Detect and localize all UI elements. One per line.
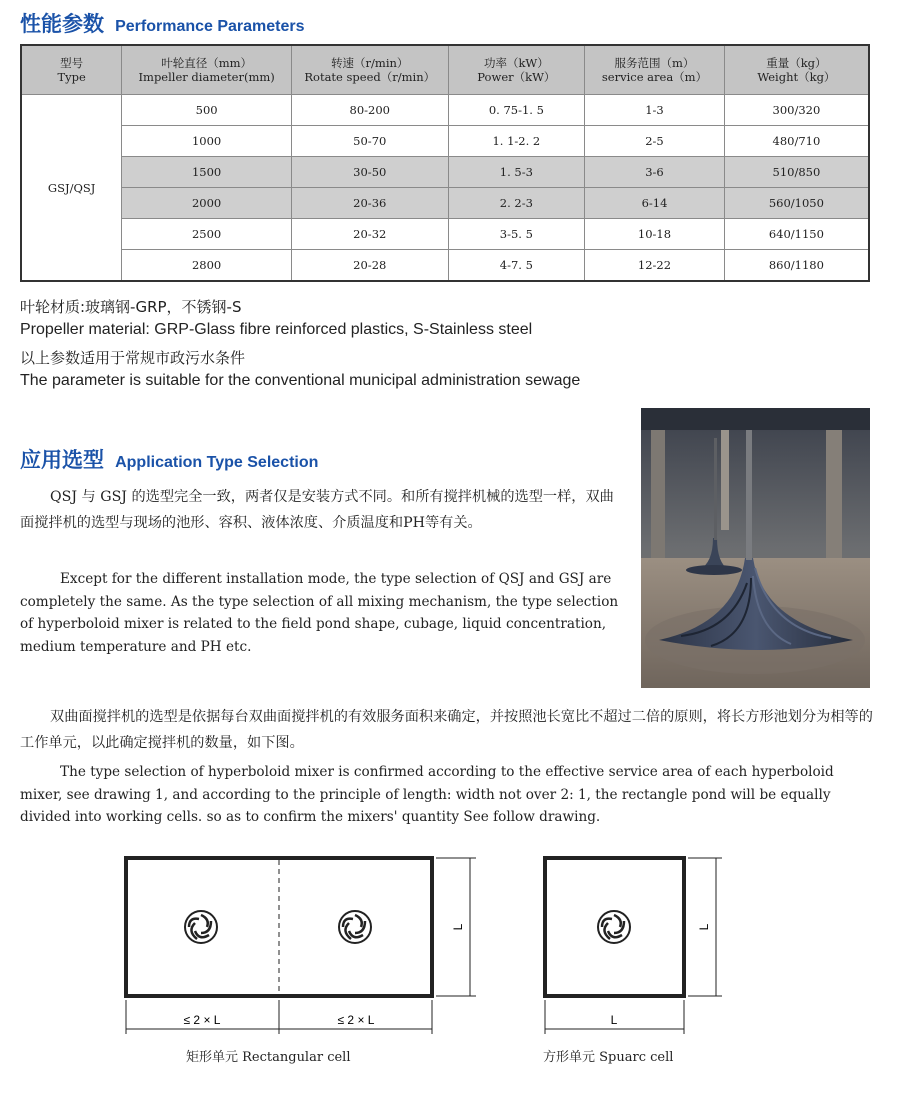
cell-weight: 300/320 <box>724 95 869 126</box>
performance-table <box>20 44 870 282</box>
header-speed: 转速（r/min） Rotate speed（r/min） <box>291 45 448 95</box>
cell-diameter: 1000 <box>122 126 292 157</box>
cell-area: 6-14 <box>585 188 725 219</box>
cell-weight: 860/1180 <box>724 250 869 282</box>
rect-dim-label-right: ≤ 2 × L <box>337 1013 375 1027</box>
cell-speed: 20-28 <box>291 250 448 282</box>
header-power: 功率（kW） Power（kW） <box>448 45 585 95</box>
cell-diagram <box>0 840 900 1040</box>
mixer-icon <box>598 911 630 943</box>
cell-weight: 510/850 <box>724 157 869 188</box>
mixer-icon <box>185 911 217 943</box>
performance-title-cn: 性能参数 <box>20 12 104 36</box>
cell-power: 4-7. 5 <box>448 250 585 282</box>
rect-dim-label-left: ≤ 2 × L <box>183 1013 221 1027</box>
cell-weight: 640/1150 <box>724 219 869 250</box>
condition-note-cn: 以上参数适用于常规市政污水条件 <box>20 349 246 367</box>
square-dim-label: L <box>610 1013 618 1027</box>
cell-weight: 480/710 <box>724 126 869 157</box>
condition-note-en: The parameter is suitable for the conventional municipal administration sewage <box>20 372 581 389</box>
performance-heading <box>20 8 305 38</box>
square-caption: 方形单元 Spuarc cell <box>543 1050 674 1065</box>
application-title-en: Application Type Selection <box>115 454 319 471</box>
cell-power: 1. 5-3 <box>448 157 585 188</box>
cell-diameter: 2800 <box>122 250 292 282</box>
type-cell: GSJ/QSJ <box>21 95 122 282</box>
table-row <box>21 188 869 219</box>
application-para1-cn: QSJ 与 GSJ 的选型完全一致，两者仅是安装方式不同。和所有搅拌机械的选型一样，双曲面搅拌机的选型与现场的池形、容积、液体浓度、介质温度和PH等有关。 <box>20 489 614 531</box>
cell-diameter: 500 <box>122 95 292 126</box>
table-row <box>21 157 869 188</box>
performance-title-en: Performance Parameters <box>115 18 305 35</box>
cell-power: 2. 2-3 <box>448 188 585 219</box>
cell-area: 3-6 <box>585 157 725 188</box>
table-row <box>21 250 869 282</box>
table-header-row <box>21 45 869 95</box>
material-note-cn: 叶轮材质:玻璃钢-GRP，不锈钢-S <box>20 298 242 316</box>
hyperboloid-mixer-image <box>641 408 870 688</box>
cell-speed: 80-200 <box>291 95 448 126</box>
cell-diameter: 2500 <box>122 219 292 250</box>
cell-area: 1-3 <box>585 95 725 126</box>
cell-speed: 20-36 <box>291 188 448 219</box>
cell-diameter: 2000 <box>122 188 292 219</box>
cell-power: 0. 75-1. 5 <box>448 95 585 126</box>
application-para2-en: The type selection of hyperboloid mixer is confirmed according to the effective service area of each hyperboloid mixer, see drawing 1, and according to the principle of length: width not over 2: 1, the rectangle pond will be equally divided into working cells. so as to confirm the mixers' quantity See follow drawing. <box>20 764 834 825</box>
application-para2-cn: 双曲面搅拌机的选型是依据每台双曲面搅拌机的有效服务面积来确定，并按照池长宽比不超过二倍的原则，将长方形池划分为相等的工作单元，以此确定搅拌机的数量，如下图。 <box>20 709 873 751</box>
application-para1-en: Except for the different installation mode, the type selection of QSJ and GSJ are completely the same. As the type selection of all mixing mechanism, the type selection of hyperboloid mixer is related to the field pond shape, cubage, liquid concentration, medium temperature and PH etc. <box>20 571 619 655</box>
table-row <box>21 126 869 157</box>
table-row <box>21 219 869 250</box>
material-note-en: Propeller material: GRP-Glass fibre reinforced plastics, S-Stainless steel <box>20 321 533 338</box>
cell-speed: 30-50 <box>291 157 448 188</box>
cell-area: 10-18 <box>585 219 725 250</box>
mixer-photo <box>641 408 870 688</box>
application-heading <box>20 444 318 474</box>
cell-area: 2-5 <box>585 126 725 157</box>
cell-diameter: 1500 <box>122 157 292 188</box>
cell-speed: 20-32 <box>291 219 448 250</box>
header-diameter: 叶轮直径（mm） Impeller diameter(mm) <box>122 45 292 95</box>
cell-area: 12-22 <box>585 250 725 282</box>
table-row <box>21 95 869 126</box>
header-area: 服务范围（m） service area（m） <box>585 45 725 95</box>
header-weight: 重量（kg） Weight（kg） <box>724 45 869 95</box>
cell-power: 1. 1-2. 2 <box>448 126 585 157</box>
square-side-label: L <box>697 923 711 931</box>
cell-speed: 50-70 <box>291 126 448 157</box>
rect-side-label: L <box>451 923 465 931</box>
cell-weight: 560/1050 <box>724 188 869 219</box>
header-type: 型号 Type <box>21 45 122 95</box>
application-title-cn: 应用选型 <box>20 448 104 472</box>
cell-power: 3-5. 5 <box>448 219 585 250</box>
mixer-icon <box>339 911 371 943</box>
rect-caption: 矩形单元 Rectangular cell <box>186 1050 351 1065</box>
